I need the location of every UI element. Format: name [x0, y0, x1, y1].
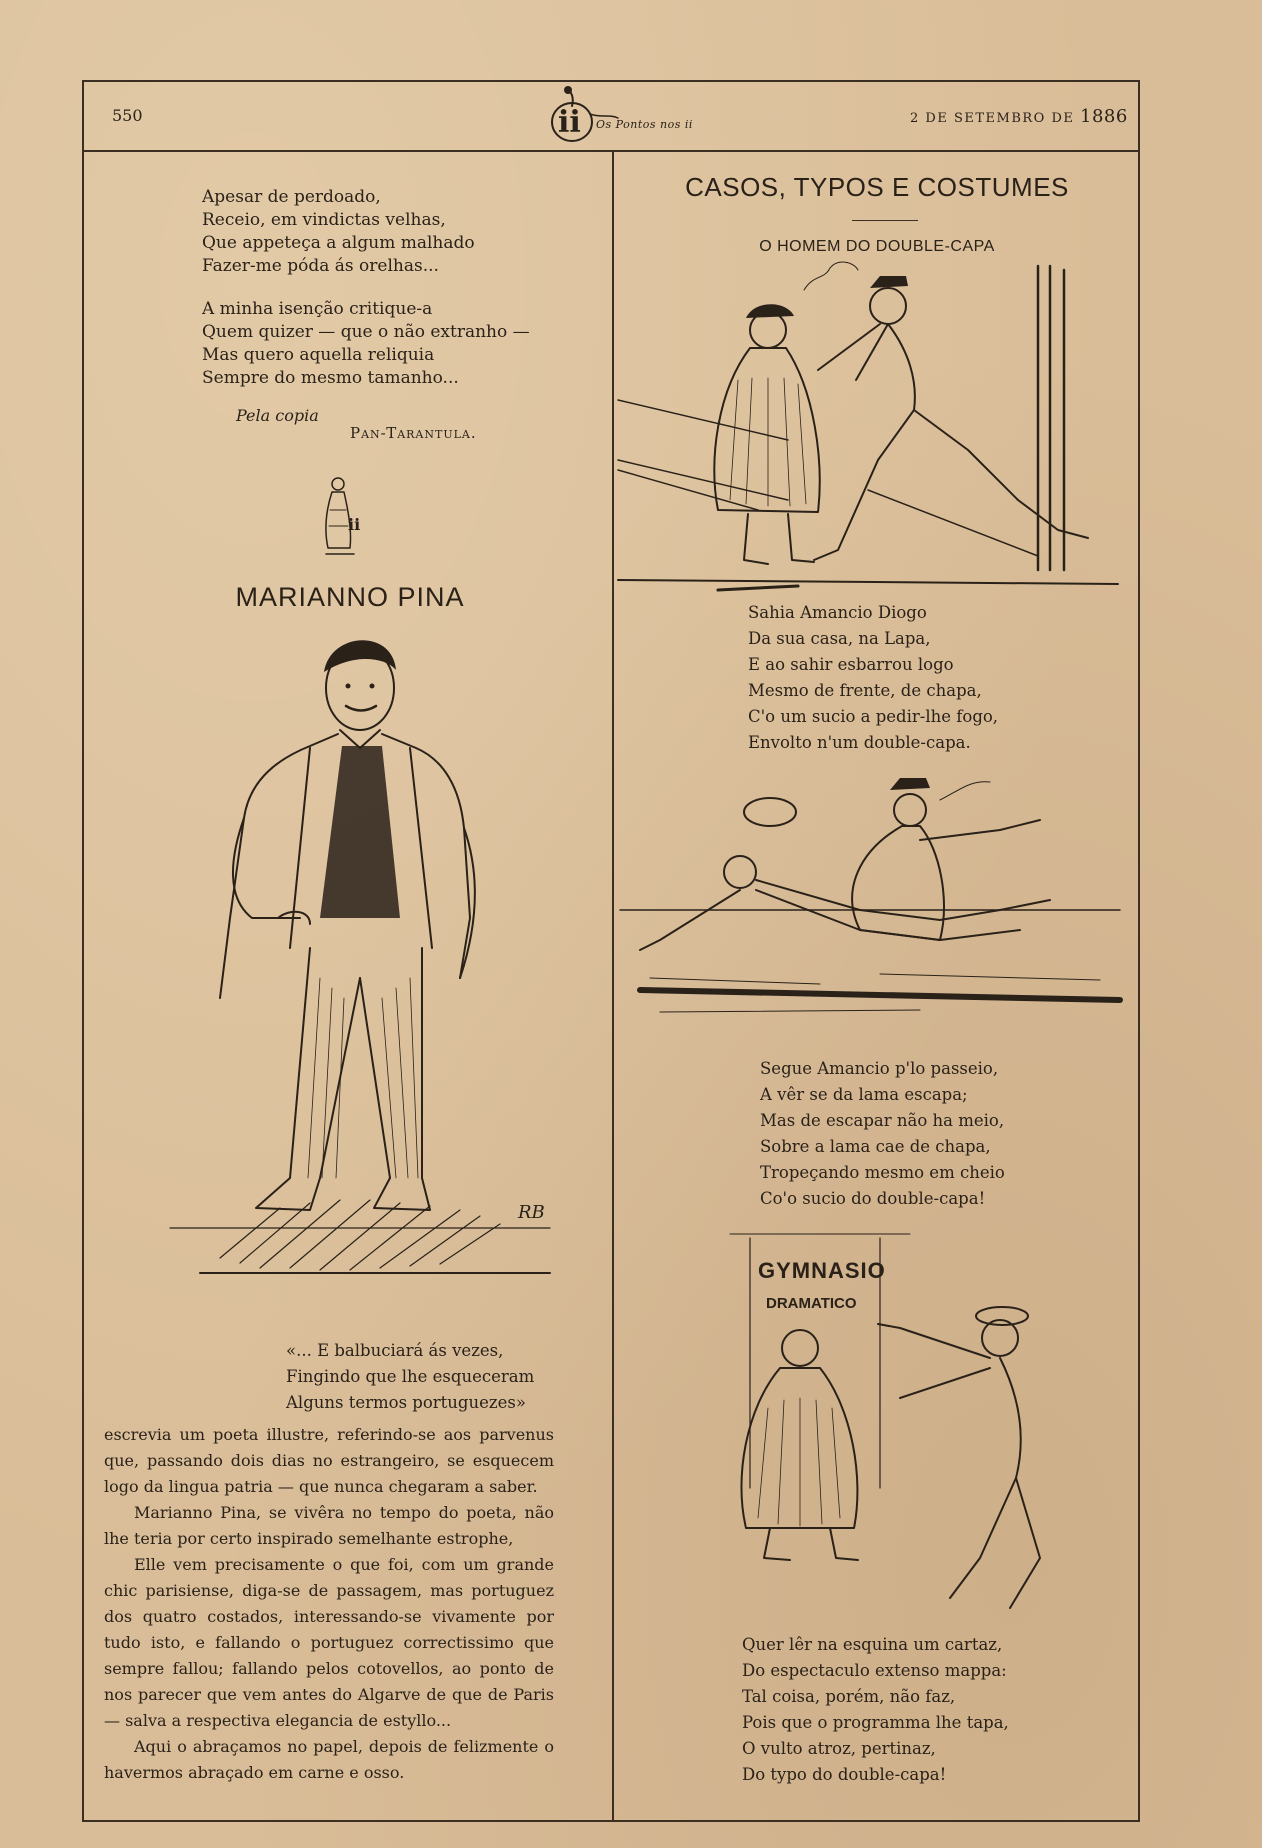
- casos-subtitle: O HOMEM DO DOUBLE-CAPA: [759, 238, 995, 255]
- paragraph: Marianno Pina, se vivêra no tempo do poeta, não lhe teria por certo inspirado semelhante estrophe,: [104, 1503, 554, 1548]
- poem-stanza-2: [202, 298, 530, 390]
- verse-2: [760, 1056, 1005, 1212]
- paragraph: escrevia um poeta illustre, referindo-se aos parvenus que, passando dois dias no estrangeiro, se esquecem logo da lingua patria — que nunca chegaram a saber.: [104, 1425, 554, 1496]
- quote-line: «... E balbuciará ás vezes,: [286, 1341, 504, 1360]
- verse-line: A vêr se da lama escapa;: [760, 1085, 968, 1104]
- poster-title: GYMNASIO: [758, 1258, 886, 1283]
- illustration-poster: [650, 1228, 1120, 1628]
- poem-line: Receio, em vindictas velhas,: [202, 210, 446, 230]
- verse-line: O vulto atroz, pertinaz,: [742, 1739, 936, 1758]
- svg-text:RB: RB: [518, 1202, 545, 1223]
- illustration-collision: [618, 260, 1118, 600]
- small-emblem-illustration: [310, 470, 370, 560]
- poem-line: Sempre do mesmo tamanho...: [202, 368, 459, 388]
- title-rule: [852, 220, 918, 221]
- casos-title: CASOS, TYPOS E COSTUMES: [685, 172, 1069, 202]
- svg-text:ii: ii: [558, 105, 581, 140]
- poster-subtitle: DRAMATICO: [766, 1295, 857, 1312]
- quote-line: Fingindo que lhe esqueceram: [286, 1367, 535, 1386]
- verse-line: Sobre a lama cae de chapa,: [760, 1137, 991, 1156]
- verse-line: Sahia Amancio Diogo: [748, 603, 927, 622]
- verse-line: Co'o sucio do double-capa!: [760, 1189, 986, 1208]
- article-body: [104, 1422, 554, 1786]
- page-number: 550: [112, 106, 143, 125]
- poem-line: A minha isenção critique-a: [202, 299, 433, 319]
- verse-line: C'o um sucio a pedir-lhe fogo,: [748, 707, 999, 726]
- quote-block: [286, 1338, 534, 1416]
- marianno-pina-portrait: [160, 618, 560, 1318]
- verse-line: Da sua casa, na Lapa,: [748, 629, 931, 648]
- verse-line: Mas de escapar não ha meio,: [760, 1111, 1005, 1130]
- verse-line: Do typo do double-capa!: [742, 1765, 947, 1784]
- paragraph: Aqui o abraçamos no papel, depois de felizmente o havermos abraçado em carne e osso.: [104, 1737, 554, 1782]
- signature-label: Pela copia: [236, 406, 319, 425]
- verse-line: Quer lêr na esquina um cartaz,: [742, 1635, 1003, 1654]
- quote-line: Alguns termos portuguezes»: [286, 1393, 526, 1412]
- verse-line: Do espectaculo extenso mappa:: [742, 1661, 1007, 1680]
- poem-line: Apesar de perdoado,: [202, 187, 381, 207]
- verse-3: [742, 1632, 1009, 1788]
- header-divider: [82, 150, 1140, 152]
- masthead-title: Os Pontos nos ii: [596, 118, 693, 131]
- signature-name: Pan-Tarantula.: [350, 424, 477, 442]
- illustration-falling: [620, 760, 1120, 1040]
- marianno-pina-title: MARIANNO PINA: [235, 582, 465, 612]
- verse-line: Envolto n'um double-capa.: [748, 733, 971, 752]
- header-date: [910, 106, 1128, 127]
- verse-line: Tropeçando mesmo em cheio: [760, 1163, 1005, 1182]
- verse-line: Mesmo de frente, de chapa,: [748, 681, 982, 700]
- header-year: 1886: [1080, 106, 1128, 127]
- verse-line: Segue Amancio p'lo passeio,: [760, 1059, 999, 1078]
- paragraph: Elle vem precisamente o que foi, com um grande chic parisiense, diga-se de passagem, mas portuguez dos quatro costados, interessando-se vivamente por tudo isto, e fallando o portuguez correctissimo que sempre fallou; fallando pelos cotovellos, ao ponto de nos parecer que vem antes do Algarve de que de Paris — salva a respectiva elegancia de estyllo...: [104, 1555, 554, 1730]
- poem-line: Mas quero aquella reliquia: [202, 345, 435, 365]
- poem-line: Fazer-me póda ás orelhas...: [202, 256, 439, 276]
- poem-line: Quem quizer — que o não extranho —: [202, 322, 530, 342]
- verse-1: [748, 600, 998, 756]
- column-divider: [612, 152, 614, 1820]
- masthead-logo: [538, 84, 678, 148]
- verse-line: Pois que o programma lhe tapa,: [742, 1713, 1009, 1732]
- header-date-text: 2 DE SETEMBRO DE: [910, 111, 1075, 126]
- verse-line: Tal coisa, porém, não faz,: [742, 1687, 956, 1706]
- poem-line: Que appeteça a algum malhado: [202, 233, 475, 253]
- svg-text:ii: ii: [348, 515, 361, 534]
- verse-line: E ao sahir esbarrou logo: [748, 655, 954, 674]
- poem-stanza-1: [202, 186, 475, 278]
